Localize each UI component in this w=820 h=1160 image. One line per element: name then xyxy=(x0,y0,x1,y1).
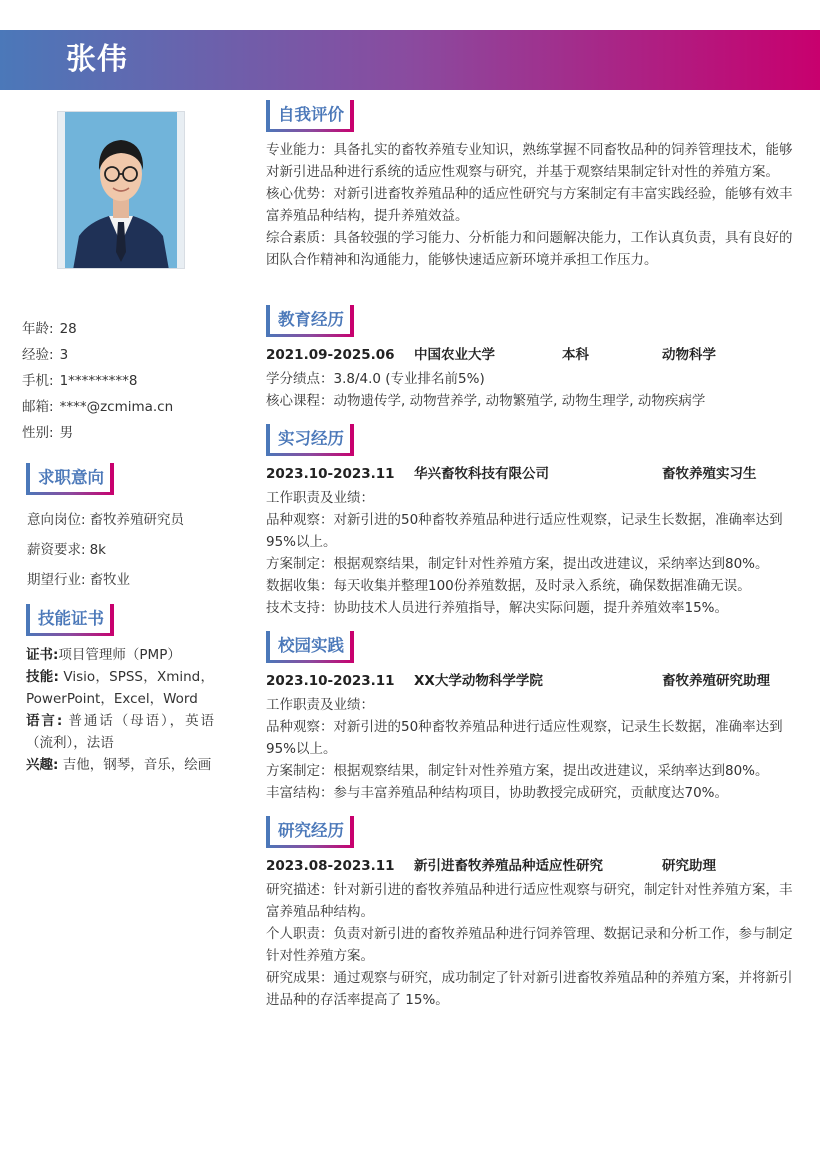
skill-languages xyxy=(26,710,214,754)
self-eval-paragraph: 综合素质：具备较强的学习能力、分析能力和问题解决能力，工作认真负责，具有良好的团队合作精神和沟通能力，能够快速适应新环境并承担工作压力。 xyxy=(266,230,793,268)
internship-line: 技术支持：协助技术人员进行养殖指导，解决实际问题，提升养殖效率15%。 xyxy=(266,600,729,616)
info-label: 年龄: xyxy=(22,321,54,337)
job-intent-list xyxy=(27,505,227,595)
internship-entry-header xyxy=(266,463,796,485)
campus-role: 畜牧养殖研究助理 xyxy=(662,673,770,689)
info-value: 28 xyxy=(59,321,77,337)
education-major: 动物科学 xyxy=(662,347,716,363)
info-label: 邮箱: xyxy=(22,399,54,415)
skill-label: 语言: xyxy=(26,713,63,729)
intent-label: 薪资要求: xyxy=(27,542,86,558)
self-eval-paragraph: 专业能力：具备扎实的畜牧养殖专业知识，熟练掌握不同畜牧品种的饲养管理技术，能够对新引进品种进行系统的适应性观察与研究，并基于观察结果制定针对性的养殖方案。 xyxy=(266,142,793,180)
intent-industry xyxy=(27,565,227,595)
education-degree: 本科 xyxy=(562,347,589,363)
skill-value: Visio，SPSS，Xmind，PowerPoint，Excel，Word xyxy=(26,669,214,707)
education-line: 核心课程：动物遗传学, 动物营养学, 动物繁殖学, 动物生理学, 动物疾病学 xyxy=(266,393,706,409)
info-label: 性别: xyxy=(22,425,54,441)
research-line: 研究成果：通过观察与研究，成功制定了针对新引进畜牧养殖品种的养殖方案，并将新引进品种的存活率提高了 15%。 xyxy=(266,970,793,1008)
candidate-name: 张伟 xyxy=(66,42,128,77)
research-title: 研究经历 xyxy=(266,816,354,848)
campus-body xyxy=(266,694,796,804)
skill-hobbies xyxy=(26,754,214,776)
internship-line: 品种观察：对新引进的50种畜牧养殖品种进行适应性观察，记录生长数据，准确率达到95%以上。 xyxy=(266,512,783,550)
info-experience xyxy=(22,342,222,368)
campus-line: 方案制定：根据观察结果，制定针对性养殖方案，提出改进建议，采纳率达到80%。 xyxy=(266,763,769,779)
education-title: 教育经历 xyxy=(266,305,354,337)
internship-title: 实习经历 xyxy=(266,424,354,456)
info-label: 经验: xyxy=(22,347,54,363)
info-value: 3 xyxy=(59,347,69,363)
self-eval-title: 自我评价 xyxy=(266,100,354,132)
basic-info-list xyxy=(22,316,222,446)
campus-org: XX大学动物科学学院 xyxy=(414,673,543,689)
info-phone xyxy=(22,368,222,394)
campus-entry-header xyxy=(266,670,796,692)
intent-value: 畜牧养殖研究员 xyxy=(89,512,185,528)
research-line: 研究描述：针对新引进的畜牧养殖品种进行适应性观察与研究，制定针对性养殖方案，丰富养殖品种结构。 xyxy=(266,882,793,920)
skill-value: 吉他，钢琴，音乐，绘画 xyxy=(58,757,212,773)
internship-period: 2023.10-2023.11 xyxy=(266,466,395,482)
education-entry-header xyxy=(266,344,796,366)
internship-line: 方案制定：根据观察结果，制定针对性养殖方案，提出改进建议，采纳率达到80%。 xyxy=(266,556,769,572)
info-value: ****@zcmima.cn xyxy=(59,399,174,415)
campus-period: 2023.10-2023.11 xyxy=(266,673,395,689)
intent-position xyxy=(27,505,227,535)
research-body xyxy=(266,879,796,1011)
education-body xyxy=(266,368,796,412)
info-age xyxy=(22,316,222,342)
internship-line: 工作职责及业绩： xyxy=(266,490,374,506)
intent-salary xyxy=(27,535,227,565)
info-value: 1*********8 xyxy=(59,373,138,389)
intent-value: 8k xyxy=(89,542,106,558)
info-gender xyxy=(22,420,222,446)
campus-line: 工作职责及业绩： xyxy=(266,697,374,713)
campus-line: 品种观察：对新引进的50种畜牧养殖品种进行适应性观察，记录生长数据，准确率达到95%以上。 xyxy=(266,719,783,757)
skill-tools xyxy=(26,666,214,710)
internship-body xyxy=(266,487,796,619)
skill-label: 证书: xyxy=(26,647,59,663)
education-school: 中国农业大学 xyxy=(414,347,495,363)
internship-org: 华兴畜牧科技有限公司 xyxy=(414,466,549,482)
campus-title: 校园实践 xyxy=(266,631,354,663)
research-role: 研究助理 xyxy=(662,858,716,874)
header-band xyxy=(0,30,820,90)
self-eval-body xyxy=(266,139,796,271)
research-entry-header xyxy=(266,855,796,877)
skills-title: 技能证书 xyxy=(26,604,114,636)
research-project: 新引进畜牧养殖品种适应性研究 xyxy=(414,858,603,874)
skill-label: 兴趣: xyxy=(26,757,59,773)
job-intent-title: 求职意向 xyxy=(26,463,114,495)
skill-certificate xyxy=(26,644,214,666)
profile-photo xyxy=(57,111,185,269)
internship-line: 数据收集：每天收集并整理100份养殖数据，及时录入系统，确保数据准确无误。 xyxy=(266,578,751,594)
photo-portrait xyxy=(65,112,177,269)
internship-role: 畜牧养殖实习生 xyxy=(662,466,757,482)
skill-label: 技能: xyxy=(26,669,59,685)
info-value: 男 xyxy=(59,425,74,441)
info-label: 手机: xyxy=(22,373,54,389)
campus-line: 丰富结构：参与丰富养殖品种结构项目，协助教授完成研究，贡献度达70%。 xyxy=(266,785,729,801)
intent-label: 期望行业: xyxy=(27,572,86,588)
info-email xyxy=(22,394,222,420)
portrait-illustration xyxy=(65,112,177,269)
education-line: 学分绩点：3.8/4.0 (专业排名前5%) xyxy=(266,371,485,387)
skills-list xyxy=(26,644,214,776)
skill-value: 项目管理师（PMP） xyxy=(58,647,181,663)
skill-value: 普通话（母语），英语（流利），法语 xyxy=(26,713,214,751)
research-period: 2023.08-2023.11 xyxy=(266,858,395,874)
education-period: 2021.09-2025.06 xyxy=(266,347,395,363)
intent-value: 畜牧业 xyxy=(89,572,131,588)
research-line: 个人职责：负责对新引进的畜牧养殖品种进行饲养管理、数据记录和分析工作，参与制定针对性养殖方案。 xyxy=(266,926,793,964)
intent-label: 意向岗位: xyxy=(27,512,86,528)
self-eval-paragraph: 核心优势：对新引进畜牧养殖品种的适应性研究与方案制定有丰富实践经验，能够有效丰富养殖品种结构，提升养殖效益。 xyxy=(266,186,793,224)
